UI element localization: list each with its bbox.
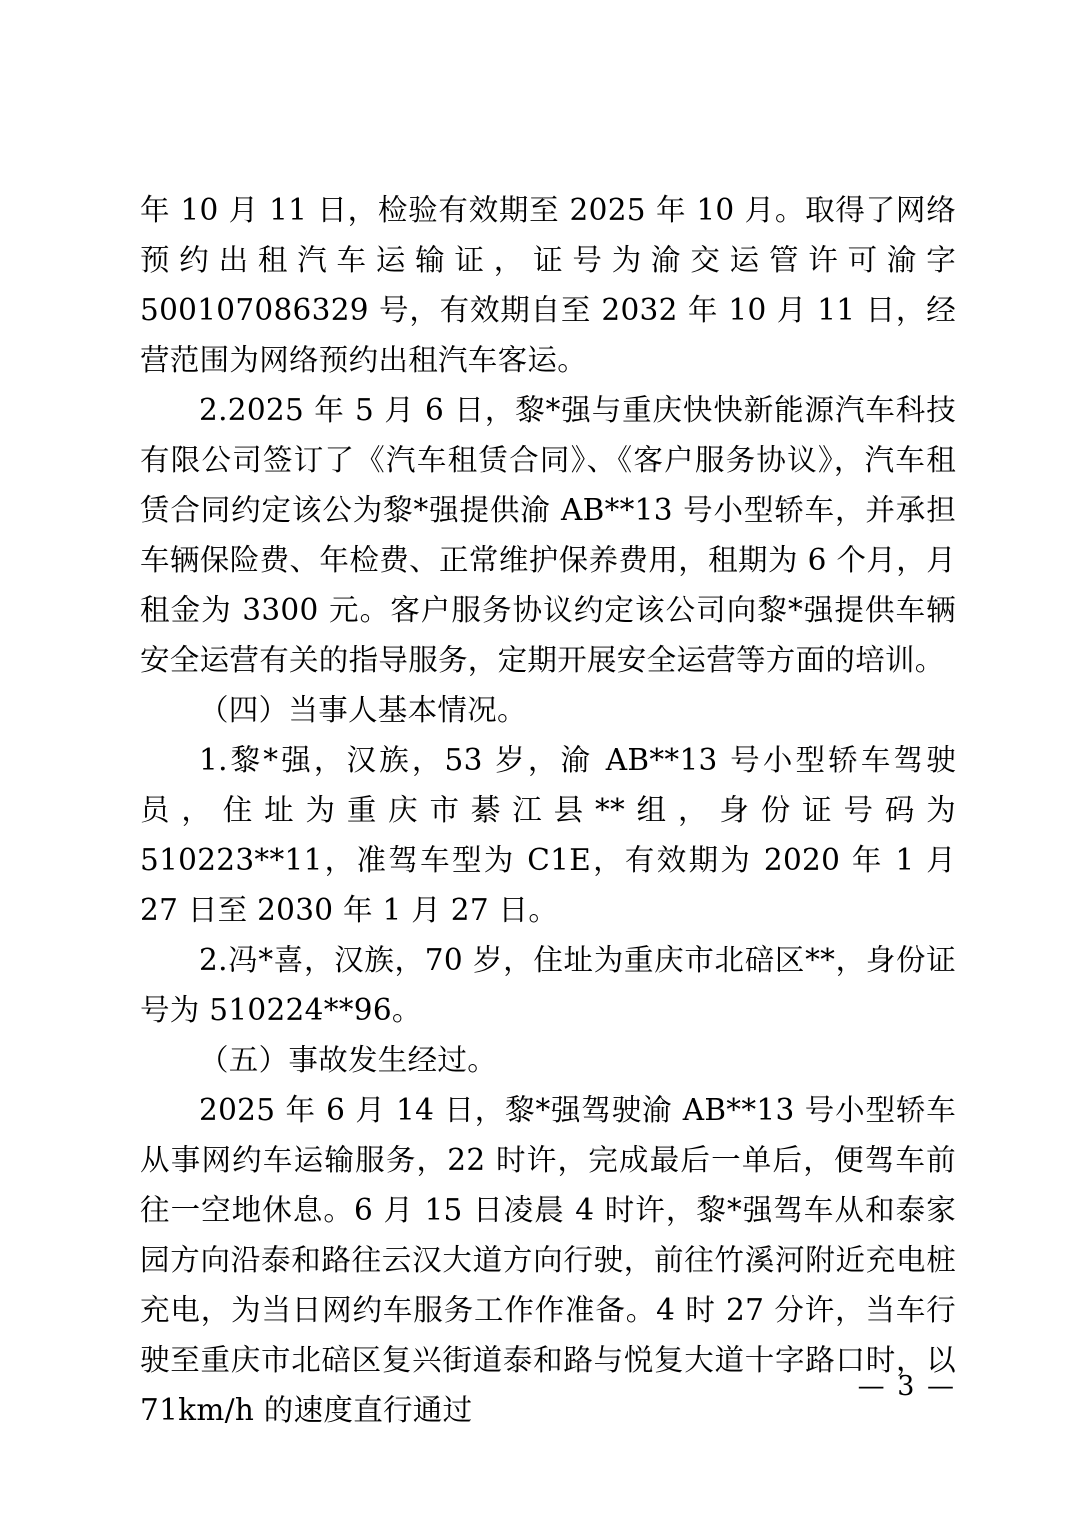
paragraph-continued-vehicle-permit: 年 10 月 11 日，检验有效期至 2025 年 10 月。取得了网络预约出租汽车运输证，证号为渝交运管许可渝字 500107086329 号，有效期自至 2032 年 10 月 11 日，经营范围为网络预约出租汽车客运。	[140, 193, 956, 377]
page-number: — 3 —	[857, 1371, 956, 1402]
document-body	[140, 185, 956, 1435]
paragraph-accident-narrative: 2025 年 6 月 14 日，黎*强驾驶渝 AB**13 号小型轿车从事网约车运输服务，22 时许，完成最后一单后，便驾车前往一空地休息。6 月 15 日凌晨 4 时许，黎*强驾车从和泰家园方向沿泰和路往云汉大道方向行驶，前往竹溪河附近充电桩充电，为当日网约车服务工作作准备。4 时 27 分许，当车行驶至重庆市北碚区复兴街道泰和路与悦复大道十字路口时，以 71km/h 的速度直行通过	[140, 1093, 956, 1427]
heading-accident-process: （五）事故发生经过。	[199, 1043, 498, 1077]
paragraph-lease-contract: 2.2025 年 5 月 6 日，黎*强与重庆快快新能源汽车科技有限公司签订了《汽车租赁合同》、《客户服务协议》，汽车租赁合同约定该公为黎*强提供渝 AB**13 号小型轿车，并承担车辆保险费、年检费、正常维护保养费用，租期为 6 个月，月租金为 3300 元。客户服务协议约定该公司向黎*强提供车辆安全运营有关的指导服务，定期开展安全运营等方面的培训。	[140, 393, 956, 677]
paragraph-party-two: 2.冯*喜，汉族，70 岁，住址为重庆市北碚区**，身份证号为 510224**96。	[140, 943, 956, 1027]
heading-parties-basic-info: （四）当事人基本情况。	[199, 693, 527, 727]
paragraph-party-one: 1.黎*强，汉族，53 岁，渝 AB**13 号小型轿车驾驶员，住址为重庆市綦江县**组，身份证号码为 510223**11，准驾车型为 C1E，有效期为 2020 年 1 月 27 日至 2030 年 1 月 27 日。	[140, 743, 956, 927]
